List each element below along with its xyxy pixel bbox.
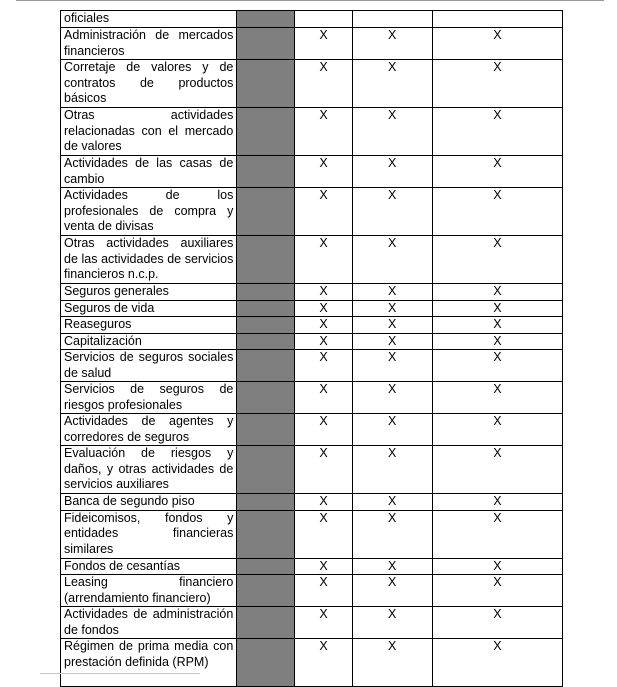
shaded-cell: [237, 188, 295, 236]
shaded-cell: [237, 284, 295, 301]
mark-cell: X: [295, 494, 352, 511]
table-row: [61, 446, 563, 494]
mark-cell: X: [295, 446, 352, 494]
shaded-cell: [237, 108, 295, 156]
table-row: [61, 28, 563, 60]
mark-cell: X: [295, 558, 352, 575]
shaded-cell: [237, 494, 295, 511]
shaded-cell: [237, 607, 295, 639]
page-bottom-rule: [40, 673, 200, 674]
mark-cell: X: [295, 28, 352, 60]
row-label: Servicios de seguros sociales de salud: [61, 350, 237, 382]
mark-cell: X: [352, 28, 432, 60]
mark-cell: X: [432, 639, 562, 687]
mark-cell: X: [352, 188, 432, 236]
mark-cell: X: [352, 350, 432, 382]
row-label: Otras actividades auxiliares de las actividades de servicios financieros n.c.p.: [61, 236, 237, 284]
mark-cell: X: [352, 414, 432, 446]
mark-cell: X: [432, 382, 562, 414]
shaded-cell: [237, 575, 295, 607]
row-label: Fideicomisos, fondos y entidades financieras similares: [61, 510, 237, 558]
mark-cell: X: [295, 108, 352, 156]
row-label: Actividades de los profesionales de compra y venta de divisas: [61, 188, 237, 236]
mark-cell: X: [432, 494, 562, 511]
mark-cell: X: [295, 414, 352, 446]
mark-cell: X: [295, 382, 352, 414]
mark-cell: X: [295, 156, 352, 188]
mark-cell: X: [352, 284, 432, 301]
table-row: [61, 494, 563, 511]
mark-cell: X: [432, 510, 562, 558]
mark-cell: [352, 11, 432, 28]
row-label: Otras actividades relacionadas con el mercado de valores: [61, 108, 237, 156]
mark-cell: X: [432, 607, 562, 639]
mark-cell: X: [352, 494, 432, 511]
table-row: [61, 60, 563, 108]
mark-cell: X: [295, 284, 352, 301]
table-row: [61, 300, 563, 317]
mark-cell: X: [432, 333, 562, 350]
mark-cell: X: [352, 333, 432, 350]
mark-cell: X: [432, 317, 562, 334]
shaded-cell: [237, 236, 295, 284]
table-row: [61, 108, 563, 156]
shaded-cell: [237, 558, 295, 575]
table-row: [61, 414, 563, 446]
mark-cell: X: [352, 382, 432, 414]
mark-cell: X: [432, 558, 562, 575]
table-row: [61, 156, 563, 188]
table-row: [61, 11, 563, 28]
mark-cell: X: [432, 284, 562, 301]
table-row: [61, 333, 563, 350]
activities-table: [60, 10, 563, 687]
row-label: Leasing financiero (arrendamiento financiero): [61, 575, 237, 607]
mark-cell: X: [352, 575, 432, 607]
mark-cell: X: [432, 446, 562, 494]
row-label: Reaseguros: [61, 317, 237, 334]
mark-cell: X: [352, 300, 432, 317]
row-label: Actividades de agentes y corredores de seguros: [61, 414, 237, 446]
table-row: [61, 317, 563, 334]
shaded-cell: [237, 414, 295, 446]
mark-cell: X: [352, 236, 432, 284]
mark-cell: X: [295, 350, 352, 382]
shaded-cell: [237, 11, 295, 28]
row-label: Evaluación de riesgos y daños, y otras actividades de servicios auxiliares: [61, 446, 237, 494]
mark-cell: X: [352, 108, 432, 156]
mark-cell: X: [432, 414, 562, 446]
row-label: Actividades de administración de fondos: [61, 607, 237, 639]
mark-cell: X: [432, 236, 562, 284]
row-label: Administración de mercados financieros: [61, 28, 237, 60]
mark-cell: X: [295, 60, 352, 108]
table-row: [61, 575, 563, 607]
row-label: Capitalización: [61, 333, 237, 350]
table-row: [61, 510, 563, 558]
mark-cell: X: [352, 607, 432, 639]
row-label: Actividades de las casas de cambio: [61, 156, 237, 188]
table-row: [61, 382, 563, 414]
mark-cell: X: [352, 558, 432, 575]
mark-cell: X: [352, 156, 432, 188]
shaded-cell: [237, 510, 295, 558]
mark-cell: X: [352, 510, 432, 558]
mark-cell: [295, 11, 352, 28]
mark-cell: X: [432, 108, 562, 156]
shaded-cell: [237, 382, 295, 414]
table-row: [61, 188, 563, 236]
mark-cell: X: [352, 446, 432, 494]
mark-cell: X: [432, 300, 562, 317]
shaded-cell: [237, 317, 295, 334]
mark-cell: [432, 11, 562, 28]
shaded-cell: [237, 446, 295, 494]
table-row: [61, 639, 563, 687]
mark-cell: X: [295, 236, 352, 284]
row-label: Banca de segundo piso: [61, 494, 237, 511]
mark-cell: X: [432, 156, 562, 188]
row-label: Seguros de vida: [61, 300, 237, 317]
shaded-cell: [237, 28, 295, 60]
mark-cell: X: [295, 317, 352, 334]
mark-cell: X: [295, 300, 352, 317]
mark-cell: X: [432, 28, 562, 60]
mark-cell: X: [432, 60, 562, 108]
row-label: oficiales: [61, 11, 237, 28]
table-row: [61, 607, 563, 639]
row-label: Seguros generales: [61, 284, 237, 301]
mark-cell: X: [295, 607, 352, 639]
mark-cell: X: [352, 639, 432, 687]
table-row: [61, 350, 563, 382]
mark-cell: X: [295, 575, 352, 607]
mark-cell: X: [295, 188, 352, 236]
mark-cell: X: [432, 188, 562, 236]
shaded-cell: [237, 300, 295, 317]
row-label: Fondos de cesantías: [61, 558, 237, 575]
mark-cell: X: [432, 575, 562, 607]
mark-cell: X: [352, 60, 432, 108]
table-row: [61, 284, 563, 301]
row-label: Corretaje de valores y de contratos de productos básicos: [61, 60, 237, 108]
mark-cell: X: [295, 333, 352, 350]
table-row: [61, 236, 563, 284]
shaded-cell: [237, 333, 295, 350]
shaded-cell: [237, 60, 295, 108]
row-label: Servicios de seguros de riesgos profesionales: [61, 382, 237, 414]
shaded-cell: [237, 639, 295, 687]
row-label: Régimen de prima media con prestación definida (RPM): [61, 639, 237, 687]
mark-cell: X: [432, 350, 562, 382]
shaded-cell: [237, 350, 295, 382]
mark-cell: X: [295, 639, 352, 687]
mark-cell: X: [295, 510, 352, 558]
table-row: [61, 558, 563, 575]
shaded-cell: [237, 156, 295, 188]
page-top-rule: [16, 0, 604, 1]
mark-cell: X: [352, 317, 432, 334]
